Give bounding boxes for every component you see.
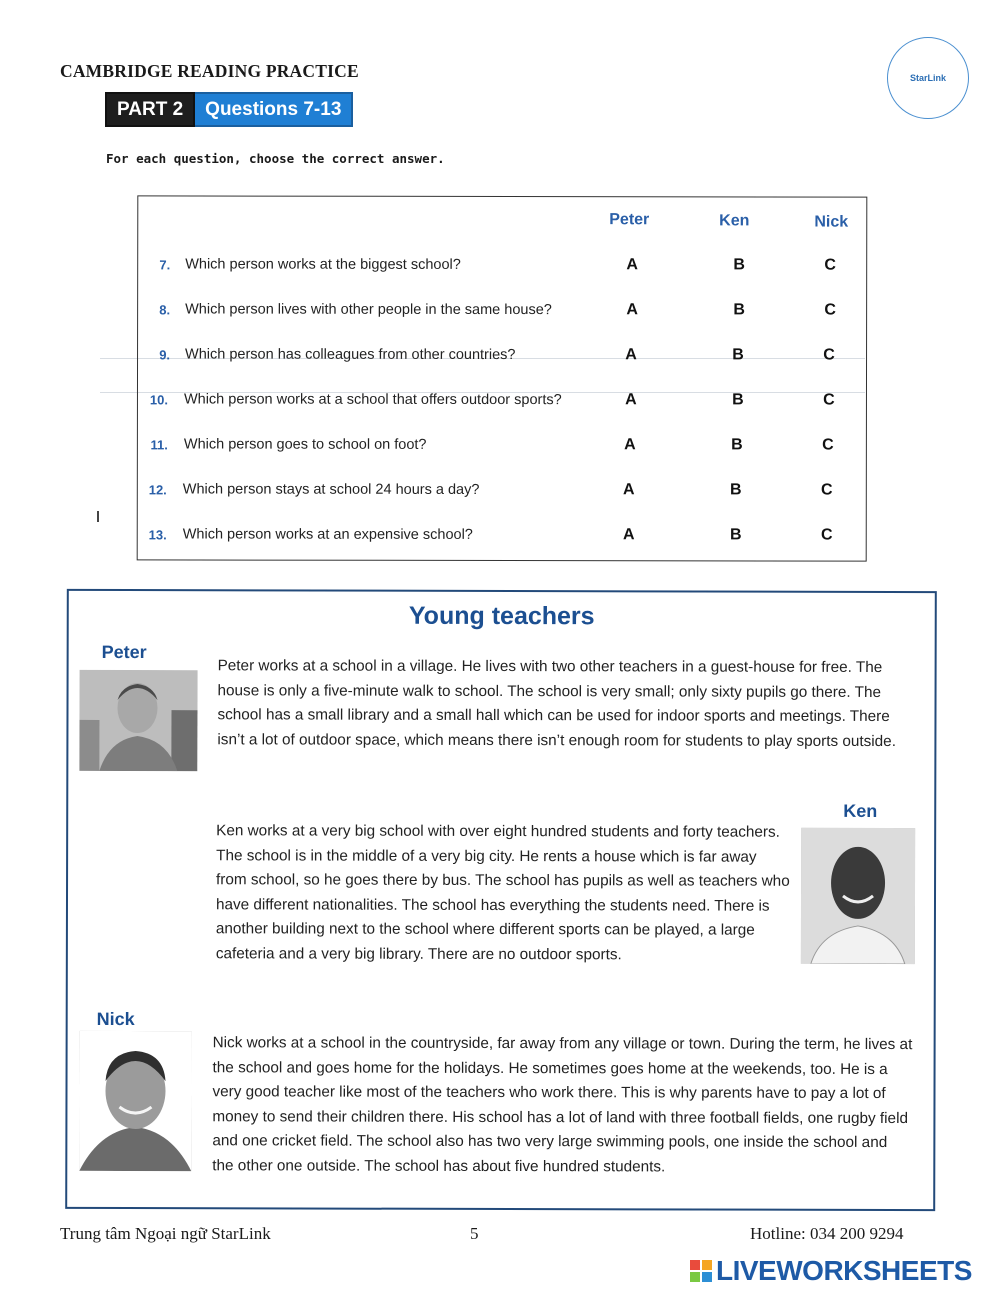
- peter-photo: [79, 670, 197, 771]
- question-text: Which person stays at school 24 hours a day?: [182, 481, 480, 498]
- question-row-11: [138, 429, 866, 460]
- question-number: 13.: [148, 526, 167, 542]
- nick-name: Nick: [96, 1008, 135, 1030]
- peter-paragraph: Peter works at a school in a village. He lives with two other teachers in a guest-house for free. The house is only a five-minute walk to school. The school is very small; only sixty pupils go there. The school has a small library and a small hall which can be used for indoor sports and meetings. There isn’t a lot of outdoor space, which means there isn’t enough room for students to play sports outside.: [217, 657, 896, 750]
- option-a[interactable]: A: [625, 391, 637, 409]
- starlink-logo: [887, 37, 969, 119]
- question-row-9: [138, 339, 866, 370]
- peter-portrait-icon: [79, 670, 197, 771]
- option-a[interactable]: A: [623, 481, 635, 499]
- nick-portrait-icon: [79, 1031, 191, 1171]
- passage-title: Young teachers: [408, 601, 595, 631]
- option-b[interactable]: B: [732, 346, 744, 364]
- footer-center-name: Trung tâm Ngoại ngữ StarLink: [60, 1224, 271, 1243]
- questions-table: [137, 195, 868, 561]
- question-text: Which person goes to school on foot?: [183, 436, 427, 453]
- column-header-nick: Nick: [814, 213, 849, 231]
- option-c[interactable]: C: [823, 391, 835, 409]
- liveworksheets-watermark: [690, 1255, 972, 1287]
- option-b[interactable]: B: [733, 256, 745, 274]
- column-header-ken: Ken: [719, 212, 750, 230]
- option-a[interactable]: A: [625, 346, 637, 364]
- option-c[interactable]: C: [820, 526, 833, 544]
- question-text: Which person works at an expensive school?: [182, 526, 473, 543]
- option-a[interactable]: A: [624, 436, 636, 454]
- part-banner: [105, 92, 353, 127]
- option-c[interactable]: C: [824, 301, 836, 319]
- ken-photo: [801, 828, 915, 964]
- question-number: 12.: [148, 481, 167, 497]
- question-text: Which person works at the biggest school?: [185, 256, 461, 273]
- ken-paragraph: Ken works at a very big school with over eight hundred students and forty teachers. The school is in the middle of a very big city. He rents a house which is far away from school, so he goes there by bus. The school has pupils as well as teachers who have different nationalities. The school has everything the students need. There is another building next to the school where different sports can be played, a large cafeteria and a very big library. There are no outdoor sports.: [215, 822, 790, 963]
- question-number: 8.: [159, 301, 171, 317]
- nick-paragraph: Nick works at a school in the countryside, far away from any village or town. During the term, he lives at the school and goes home for the holidays. He sometimes goes home at the weekends, too. He is a very good teacher like most of the teachers who work there. This is why parents have to pay a lot of money to send their children there. His school has a lot of land with three football fields, one rugby field and one cricket field. The school also has two very large swimming pools, one inside the school and the other one outside. The school has about five hundred students.: [212, 1034, 913, 1175]
- peter-name: Peter: [101, 641, 147, 663]
- liveworksheets-logo-icon: [690, 1260, 712, 1282]
- scan-artifact-tick: [97, 511, 99, 522]
- part-label: PART 2: [105, 92, 195, 127]
- document-title: CAMBRIDGE READING PRACTICE: [60, 61, 359, 81]
- instruction-text: For each question, choose the correct answer.: [106, 151, 445, 166]
- passage-box: [65, 589, 937, 1211]
- question-row-13: [138, 519, 866, 550]
- watermark-text: LIVEWORKSHEETS: [716, 1255, 972, 1286]
- question-row-10: [138, 384, 866, 415]
- logo-text: StarLink: [909, 73, 946, 83]
- option-b[interactable]: B: [733, 301, 745, 319]
- option-c[interactable]: C: [823, 346, 835, 364]
- question-row-8: [138, 294, 866, 325]
- question-number: 11.: [150, 436, 168, 452]
- option-a[interactable]: A: [626, 256, 638, 274]
- question-number: 9.: [159, 346, 171, 362]
- option-b[interactable]: B: [731, 436, 743, 454]
- option-c[interactable]: C: [824, 256, 836, 274]
- question-number: 10.: [149, 391, 168, 407]
- option-c[interactable]: C: [821, 481, 833, 499]
- option-c[interactable]: C: [822, 436, 834, 454]
- ken-name: Ken: [843, 800, 878, 821]
- question-text: Which person works at a school that offers outdoor sports?: [183, 391, 562, 409]
- questions-label: Questions 7-13: [195, 92, 353, 127]
- option-b[interactable]: B: [730, 481, 742, 499]
- option-a[interactable]: A: [622, 526, 635, 544]
- question-text: Which person has colleagues from other countries?: [185, 346, 516, 364]
- option-a[interactable]: A: [626, 301, 638, 319]
- question-number: 7.: [159, 256, 171, 272]
- question-row-12: [138, 474, 866, 505]
- ken-portrait-icon: [801, 828, 915, 964]
- column-header-peter: Peter: [609, 211, 650, 229]
- question-text: Which person lives with other people in the same house?: [185, 301, 552, 319]
- nick-photo: [79, 1031, 191, 1171]
- option-b[interactable]: B: [729, 526, 742, 544]
- page-number: 5: [470, 1224, 479, 1243]
- option-b[interactable]: B: [732, 391, 744, 409]
- footer-hotline: Hotline: 034 200 9294: [750, 1224, 904, 1243]
- question-row-7: [138, 249, 866, 280]
